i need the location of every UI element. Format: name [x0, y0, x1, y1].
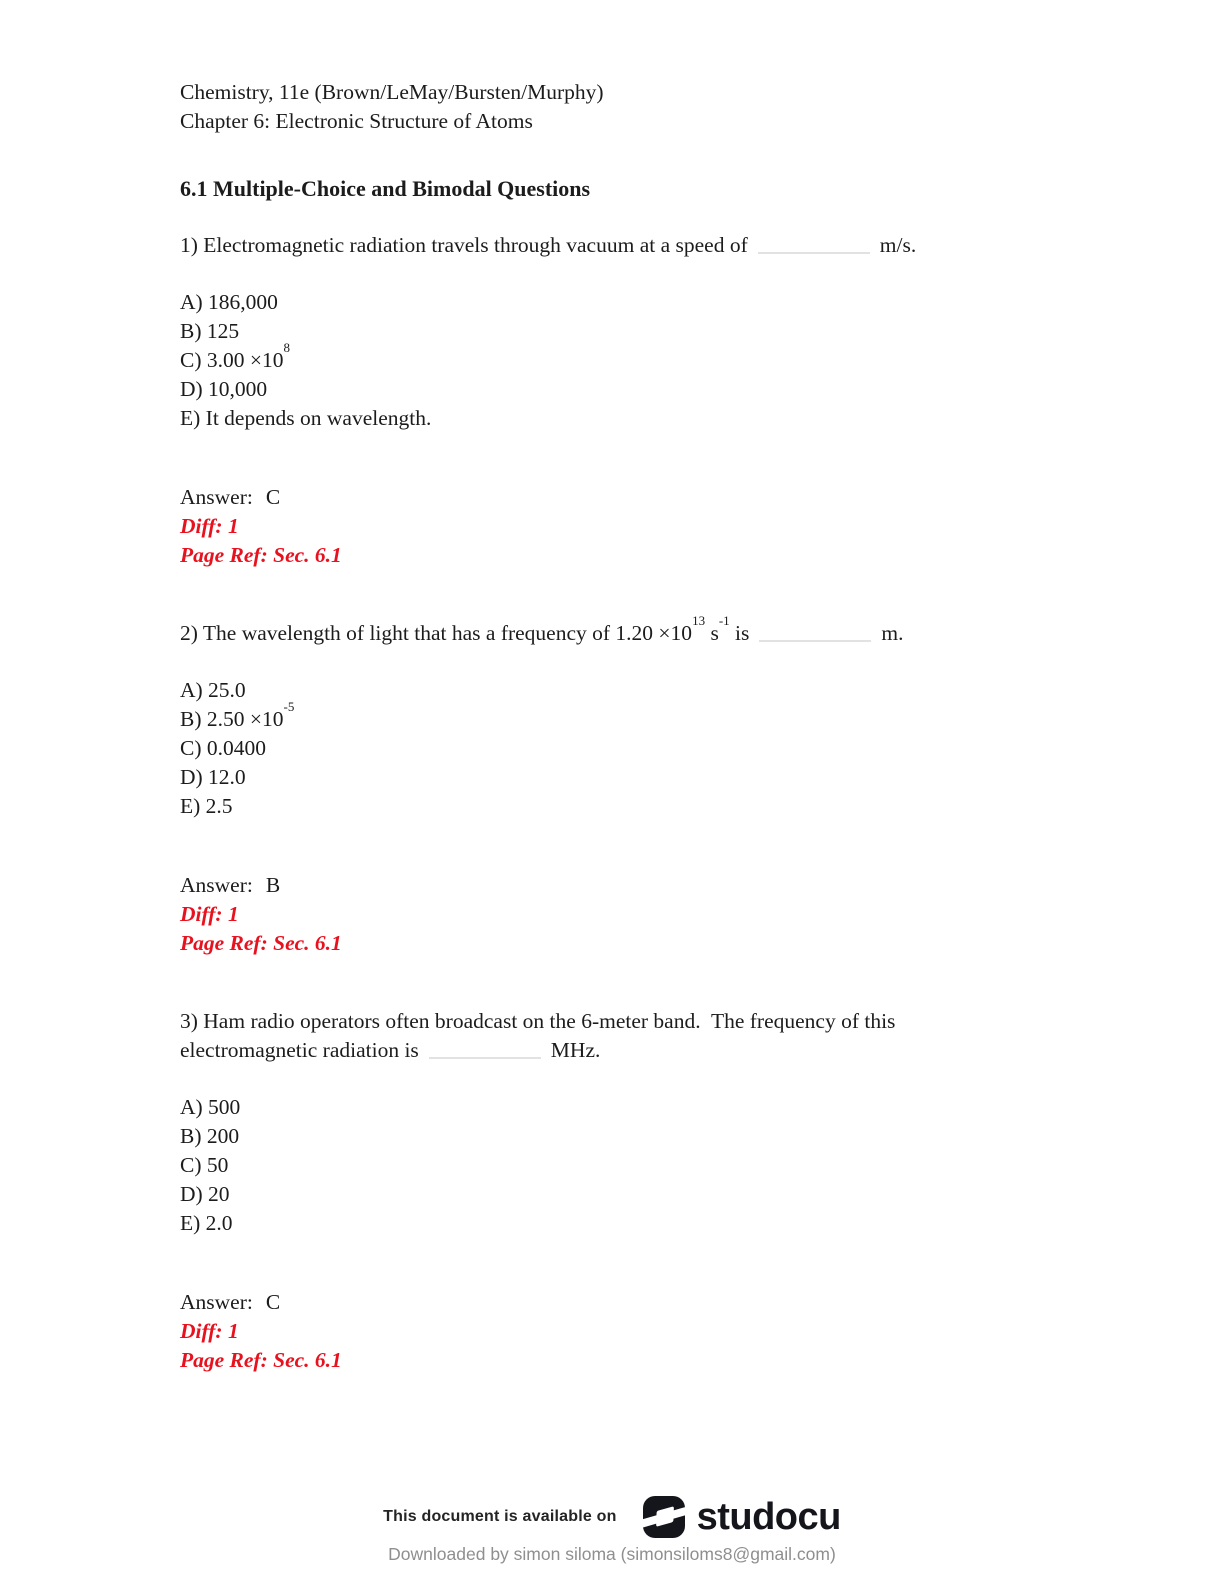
question-1-options [180, 288, 1060, 433]
difficulty-line: Diff: 1 [180, 1319, 239, 1343]
question-3-line2: electromagnetic radiation is [180, 1038, 419, 1062]
option-b: B) 200 [180, 1124, 240, 1148]
question-2-options [180, 676, 1060, 821]
answer-line [180, 1288, 1060, 1317]
question-3-options [180, 1093, 1060, 1238]
page-ref-line: Page Ref: Sec. 6.1 [180, 543, 342, 567]
studocu-logo-icon[interactable] [643, 1496, 685, 1538]
difficulty-line: Diff: 1 [180, 902, 239, 926]
question-1-text-after: m/s. [879, 233, 917, 257]
doc-title: Chemistry, 11e (Brown/LeMay/Bursten/Murphy) [180, 80, 604, 104]
option-e: E) 2.0 [180, 1211, 233, 1235]
question-2-seg2: s [705, 621, 719, 645]
answer-line [180, 871, 1060, 900]
answer-value: C [265, 485, 281, 509]
answer-label: Answer: [180, 873, 253, 897]
question-1-text [180, 231, 1060, 260]
studocu-wordmark[interactable]: studocu [696, 1496, 841, 1538]
footer-brand-row [383, 1496, 841, 1538]
question-2-seg3: is [729, 621, 750, 645]
option-a: A) 25.0 [180, 678, 246, 702]
answer-value: B [265, 873, 281, 897]
question-3 [180, 1007, 1060, 1375]
answer-label: Answer: [180, 485, 253, 509]
question-2-seg1: 2) The wavelength of light that has a frequency of 1.20 ×10 [180, 621, 693, 645]
option-d: D) 12.0 [180, 765, 246, 789]
page-ref-line: Page Ref: Sec. 6.1 [180, 1348, 342, 1372]
available-on-text: This document is available on [383, 1508, 617, 1525]
option-c: C) 0.0400 [180, 736, 266, 760]
option-c: C) 50 [180, 1153, 229, 1177]
page-ref-line: Page Ref: Sec. 6.1 [180, 931, 342, 955]
option-c: C) $3.00 \times 10^8$ [180, 339, 291, 372]
option-d: D) 20 [180, 1182, 230, 1206]
question-1-text-before: 1) Electromagnetic radiation travels through vacuum at a speed of [180, 233, 748, 257]
document-page [180, 78, 1060, 1375]
fill-in-blank [429, 1039, 541, 1059]
question-2 [180, 612, 1060, 958]
option-b: B) 125 [180, 319, 240, 343]
section-heading: 6.1 Multiple-Choice and Bimodal Questions [180, 176, 591, 201]
question-1 [180, 231, 1060, 570]
option-a: A) 186,000 [180, 290, 278, 314]
exponent: 13 [692, 612, 706, 628]
option-e: E) 2.5 [180, 794, 233, 818]
logo-step [656, 1506, 674, 1527]
doc-chapter: Chapter 6: Electronic Structure of Atoms [180, 109, 533, 133]
exponent: -5 [283, 698, 295, 714]
question-3-text-after: MHz. [550, 1038, 601, 1062]
option-e: E) It depends on wavelength. [180, 406, 432, 430]
option-a: A) 500 [180, 1095, 241, 1119]
option-b: B) $2.50 \times 10^{-5}$ [180, 698, 295, 731]
answer-value: C [265, 1290, 281, 1314]
answer-line [180, 483, 1060, 512]
studocu-footer [0, 1496, 1224, 1565]
question-3-line1: 3) Ham radio operators often broadcast on the 6-meter band. The frequency of this [180, 1009, 896, 1033]
difficulty-line: Diff: 1 [180, 514, 239, 538]
question-2-text [180, 612, 1060, 648]
fill-in-blank [758, 234, 870, 254]
question-2-text-after: m. [881, 621, 904, 645]
option-d: D) 10,000 [180, 377, 268, 401]
fill-in-blank [759, 622, 871, 642]
exponent: -1 [718, 612, 730, 628]
answer-label: Answer: [180, 1290, 253, 1314]
question-3-text [180, 1007, 1060, 1065]
downloaded-by-text: Downloaded by simon siloma (simonsiloms8@gmail.com) [388, 1544, 836, 1564]
exponent: 8 [283, 339, 291, 355]
